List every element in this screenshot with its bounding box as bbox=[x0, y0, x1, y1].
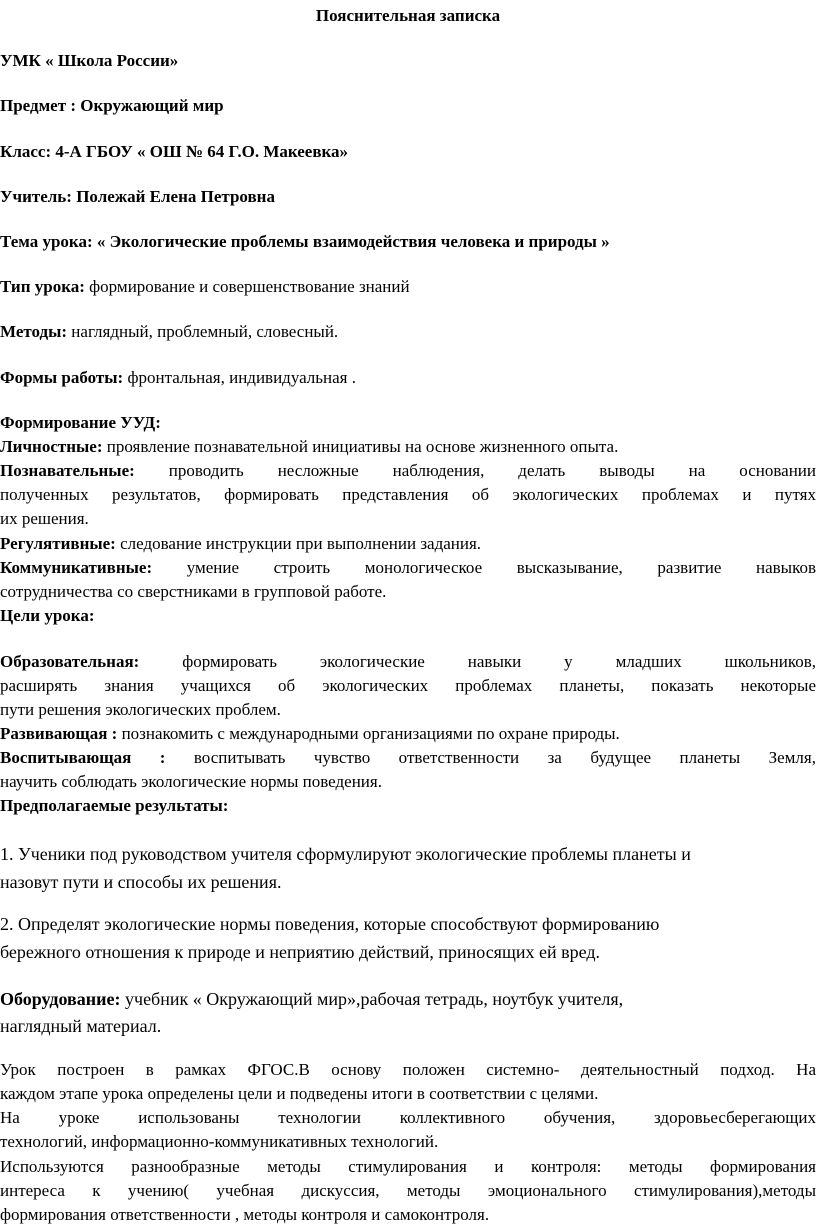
uud-cognitive-line-3: их решения. bbox=[0, 509, 89, 528]
equipment-line-1 bbox=[0, 987, 816, 1011]
goal-educational-label: Образовательная: bbox=[0, 652, 140, 671]
goal-upbringing-line-1 bbox=[0, 746, 816, 770]
goal-developing-label: Развивающая : bbox=[0, 724, 118, 743]
uud-communicative-text-1: умение строить монологическое высказывание, развитие навыков bbox=[152, 558, 816, 577]
uud-regulatory-label: Регулятивные: bbox=[0, 534, 116, 553]
uud-cognitive-text-1: проводить несложные наблюдения, делать выводы на основании bbox=[134, 461, 816, 480]
methods-line bbox=[0, 320, 816, 344]
closing-p2-line-2: технологий, информационно-коммуникативных технологий. bbox=[0, 1132, 439, 1151]
goal-educational-line-3: пути решения экологических проблем. bbox=[0, 700, 281, 719]
uud-cognitive-label: Познавательные: bbox=[0, 461, 135, 480]
lesson-type-text: формирование и совершенствование знаний bbox=[84, 277, 410, 296]
work-forms-text: фронтальная, индивидуальная . bbox=[123, 368, 356, 387]
equipment-text-1: учебник « Окружающий мир»,рабочая тетрадь, ноутбук учителя, bbox=[120, 989, 624, 1009]
lesson-type-label: Тип урока: bbox=[0, 277, 85, 296]
uud-cognitive-line-1 bbox=[0, 459, 816, 483]
goal-educational-line-2: расширять знания учащихся об экологических проблемах планеты, показать некоторые bbox=[0, 676, 816, 695]
closing-p3-line-3: формирования ответственности , методы контроля и самоконтроля. bbox=[0, 1205, 490, 1224]
methods-text: наглядный, проблемный, словесный. bbox=[67, 322, 339, 341]
methods-label: Методы: bbox=[0, 322, 68, 341]
goal-upbringing-line-2: научить соблюдать экологические нормы поведения. bbox=[0, 772, 382, 791]
goal-educational-line-1 bbox=[0, 650, 816, 674]
uud-cognitive-line-2: полученных результатов, формировать представления об экологических проблемах и путях bbox=[0, 485, 816, 504]
teacher-line: Учитель: Полежай Елена Петровна bbox=[0, 187, 275, 206]
closing-p1-line-2: каждом этапе урока определены цели и подведены итоги в соответствии с целями. bbox=[0, 1084, 599, 1103]
result-item-1-line-1: 1. Ученики под руководством учителя сформулируют экологические проблемы планеты и bbox=[0, 844, 691, 864]
class-line: Класс: 4-А ГБОУ « ОШ № 64 Г.О. Макеевка» bbox=[0, 142, 349, 161]
closing-p3-line-1: Используются разнообразные методы стимулирования и контроля: методы формирования bbox=[0, 1157, 816, 1176]
uud-communicative-line-2: сотрудничества со сверстниками в групповой работе. bbox=[0, 582, 387, 601]
equipment-line-2: наглядный материал. bbox=[0, 1016, 162, 1036]
document-title: Пояснительная записка bbox=[315, 6, 501, 25]
lesson-type-line bbox=[0, 275, 816, 299]
subject-line: Предмет : Окружающий мир bbox=[0, 96, 224, 115]
uud-communicative-line-1 bbox=[0, 556, 816, 580]
goal-developing-line bbox=[0, 722, 816, 746]
goals-heading: Цели урока: bbox=[0, 606, 95, 625]
goal-upbringing-text-1: воспитывать чувство ответственности за будущее планеты Земля, bbox=[165, 748, 816, 767]
closing-p3-line-2: интереса к учению( учебная дискуссия, методы эмоционального стимулирования),методы bbox=[0, 1181, 816, 1200]
uud-personal-line bbox=[0, 435, 816, 459]
uud-personal-label: Личностные: bbox=[0, 437, 103, 456]
topic-line: Тема урока: « Экологические проблемы взаимодействия человека и природы » bbox=[0, 232, 610, 251]
result-item-2-line-1: 2. Определят экологические нормы поведения, которые способствуют формированию bbox=[0, 914, 660, 934]
uud-regulatory-text: следование инструкции при выполнении задания. bbox=[115, 534, 482, 553]
goal-upbringing-label: Воспитывающая : bbox=[0, 748, 166, 767]
uud-regulatory-line bbox=[0, 532, 816, 556]
uud-heading: Формирование УУД: bbox=[0, 413, 161, 432]
goal-developing-text: познакомить с международными организациями по охране природы. bbox=[117, 724, 620, 743]
uud-personal-text: проявление познавательной инициативы на основе жизненного опыта. bbox=[102, 437, 619, 456]
results-heading: Предполагаемые результаты: bbox=[0, 796, 229, 815]
umk-line: УМК « Школа России» bbox=[0, 51, 179, 70]
work-forms-line bbox=[0, 366, 816, 390]
uud-communicative-label: Коммуникативные: bbox=[0, 558, 153, 577]
result-item-1-line-2: назовут пути и способы их решения. bbox=[0, 872, 282, 892]
result-item-2-line-2: бережного отношения к природе и неприятию действий, приносящих ей вред. bbox=[0, 942, 600, 962]
work-forms-label: Формы работы: bbox=[0, 368, 124, 387]
equipment-label: Оборудование: bbox=[0, 989, 121, 1009]
closing-p2-line-1: На уроке использованы технологии коллективного обучения, здоровьесберегающих bbox=[0, 1108, 816, 1127]
goal-educational-text-1: формировать экологические навыки у младших школьников, bbox=[139, 652, 816, 671]
closing-p1-line-1: Урок построен в рамках ФГОС.В основу положен системно- деятельностный подход. На bbox=[0, 1060, 816, 1079]
